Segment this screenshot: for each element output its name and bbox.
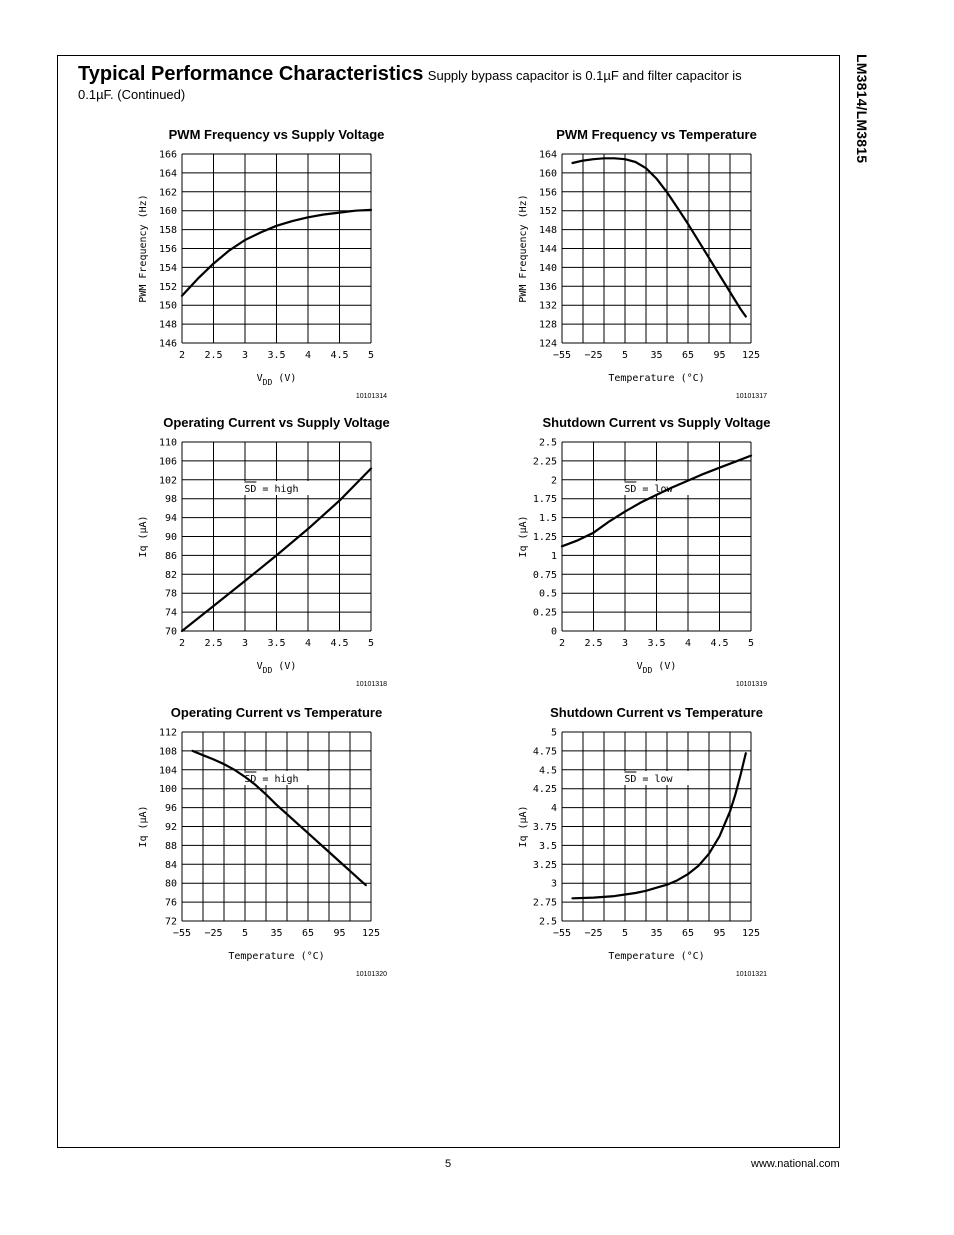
y-tick-label: 2 [550,475,557,487]
x-tick-label: 4.5 [330,350,349,361]
y-tick-label: 4.5 [538,765,557,777]
figure-id: 10101320 [355,971,387,978]
x-tick-label: −25 [584,350,603,361]
x-tick-label: 5 [621,928,629,939]
y-tick-label: 112 [158,727,177,739]
x-axis-label: Temperature (°C) [608,373,705,384]
y-tick-label: 158 [158,225,177,237]
y-tick-label: 148 [538,225,557,237]
y-tick-label: 2.25 [532,456,557,468]
y-tick-label: 90 [164,532,177,543]
x-tick-label: 4.5 [710,638,729,649]
y-tick-label: 74 [164,607,177,619]
x-tick-label: 2.5 [204,350,223,361]
y-tick-label: 70 [164,626,177,638]
y-tick-label: 96 [164,803,177,815]
chart-title: Shutdown Current vs Supply Voltage [542,415,771,430]
chart-grid [182,732,371,921]
section-subtitle-line1: Supply bypass capacitor is 0.1µF and filter capacitor is [427,68,742,83]
y-tick-label: 146 [158,338,177,350]
x-tick-label: 4 [684,638,692,649]
y-tick-label: 100 [158,784,177,796]
x-axis-label-unit: (V) [278,373,297,384]
x-tick-label: 5 [367,350,375,361]
chart-pwm-frequency-vs-supply-voltage [120,120,400,405]
y-tick-label: 102 [158,475,177,487]
y-tick-label: 136 [538,281,557,293]
side-part-number: LM3814/LM3815 [854,54,870,164]
section-title: Typical Performance Characteristics [78,63,424,85]
y-tick-label: 152 [538,206,557,218]
x-tick-label: 125 [361,928,381,939]
y-tick-label: 1.5 [538,513,557,525]
x-tick-label: 35 [650,928,663,939]
chart-operating-current-vs-supply-voltage [120,408,400,693]
y-tick-label: 3.25 [532,859,557,871]
figure-id: 10101318 [355,681,387,688]
x-axis-label-unit: (V) [278,661,297,672]
y-tick-label: 104 [158,765,177,777]
y-tick-label: 0.5 [538,588,557,600]
y-tick-label: 4.75 [532,746,557,758]
y-tick-label: 148 [158,319,177,331]
footer-website: www.national.com [751,1158,840,1170]
x-tick-label: 3.5 [267,350,286,361]
y-axis-label: PWM Frequency (Hz) [518,194,529,303]
x-tick-label: 35 [650,350,663,361]
chart-title: PWM Frequency vs Temperature [556,127,757,142]
chart-title: Operating Current vs Supply Voltage [163,415,390,430]
y-tick-label: 94 [164,513,177,525]
y-tick-label: 76 [164,897,177,909]
x-axis-label: Temperature (°C) [608,951,705,962]
y-tick-label: 84 [164,859,177,871]
y-tick-label: 154 [158,262,177,274]
section-heading [78,64,778,104]
chart-annotation: SD = low [624,484,673,495]
y-tick-label: 78 [164,588,177,600]
y-tick-label: 156 [538,187,557,199]
chart-annotation: SD = high [244,484,299,495]
x-tick-label: −55 [552,928,572,939]
x-tick-label: 35 [270,928,283,939]
chart-grid [562,154,751,343]
y-tick-label: 1.75 [532,494,557,506]
y-tick-label: 4 [550,803,557,815]
y-tick-label: 82 [164,569,177,581]
y-tick-label: 156 [158,244,177,255]
chart-title: Shutdown Current vs Temperature [550,705,763,720]
x-axis-label-main: V [256,373,263,384]
y-tick-label: 140 [538,262,557,274]
y-tick-label: 1 [550,550,557,562]
x-tick-label: 4 [304,638,312,649]
x-tick-label: 125 [741,928,761,939]
y-axis-label: Iq (µA) [518,805,529,848]
x-tick-label: −55 [552,350,572,361]
figure-id: 10101319 [735,681,767,688]
y-tick-label: 5 [550,727,557,739]
y-tick-label: 166 [158,149,177,161]
y-tick-label: 92 [164,822,177,833]
y-tick-label: 144 [538,244,557,255]
y-tick-label: 164 [158,168,177,180]
figure-id: 10101314 [355,393,387,400]
y-tick-label: 3.5 [538,840,557,852]
y-tick-label: 98 [164,494,177,506]
x-tick-label: 3 [241,638,249,649]
x-tick-label: 4 [304,350,312,361]
y-tick-label: 128 [538,319,557,331]
chart-grid [182,442,371,631]
chart-title: PWM Frequency vs Supply Voltage [168,127,385,142]
x-axis-label-subscript: DD [642,666,653,675]
y-axis-label: Iq (µA) [518,515,529,558]
y-tick-label: 3.75 [532,822,557,833]
y-tick-label: 108 [158,746,177,758]
x-axis-label [637,661,677,675]
y-tick-label: 4.25 [532,784,557,796]
chart-operating-current-vs-temperature [120,698,400,983]
y-tick-label: 80 [164,878,177,890]
x-tick-label: 65 [681,928,695,939]
x-tick-label: 95 [333,928,346,939]
x-tick-label: 125 [741,350,761,361]
y-tick-label: 0.25 [532,607,557,619]
x-tick-label: 3.5 [647,638,666,649]
figure-id: 10101317 [735,393,767,400]
x-tick-label: 95 [713,928,726,939]
x-axis-label: Temperature (°C) [228,951,325,962]
chart-grid [182,154,371,343]
chart-annotation: SD = high [244,774,299,785]
x-tick-label: 2 [178,350,186,361]
y-axis-label: PWM Frequency (Hz) [138,194,149,303]
y-tick-label: 2.75 [532,897,557,909]
x-axis-label-main: V [256,661,263,672]
x-tick-label: 65 [301,928,315,939]
y-axis-label: Iq (µA) [138,515,149,558]
x-tick-label: 95 [713,350,726,361]
y-tick-label: 106 [158,456,177,468]
chart-pwm-frequency-vs-temperature [500,120,780,405]
x-tick-label: 65 [681,350,695,361]
chart-grid [562,442,751,631]
y-tick-label: 1.25 [532,532,557,543]
x-tick-label: 2.5 [584,638,603,649]
x-tick-label: 3.5 [267,638,286,649]
y-tick-label: 152 [158,281,177,293]
chart-shutdown-current-vs-temperature [500,698,780,983]
x-tick-label: 5 [367,638,375,649]
x-tick-label: 3 [241,350,249,361]
x-axis-label-main: V [636,661,643,672]
x-axis-label-unit: (V) [658,661,677,672]
y-tick-label: 0 [550,626,557,638]
x-axis-label-subscript: DD [262,378,273,387]
x-tick-label: −55 [172,928,192,939]
y-tick-label: 2.5 [538,437,557,449]
x-axis-label [257,373,297,387]
y-tick-label: 124 [538,338,557,350]
y-tick-label: 110 [158,437,177,449]
x-tick-label: −25 [584,928,603,939]
x-tick-label: 5 [621,350,629,361]
section-subtitle-line2: 0.1µF. (Continued) [78,87,186,102]
chart-shutdown-current-vs-supply-voltage [500,408,780,693]
y-tick-label: 86 [164,550,177,562]
figure-id: 10101321 [735,971,767,978]
y-tick-label: 0.75 [532,569,557,581]
chart-annotation: SD = low [624,774,673,785]
y-tick-label: 162 [158,187,177,199]
y-axis-label: Iq (µA) [138,805,149,848]
y-tick-label: 160 [538,168,557,180]
y-tick-label: 164 [538,149,557,161]
x-axis-label-subscript: DD [262,666,273,675]
page-number: 5 [445,1158,452,1170]
series-line [573,158,746,316]
y-tick-label: 3 [550,878,557,890]
x-tick-label: 4.5 [330,638,349,649]
y-tick-label: 160 [158,206,177,218]
y-tick-label: 2.5 [538,916,557,928]
x-tick-label: 2.5 [204,638,223,649]
y-tick-label: 72 [164,916,177,928]
x-tick-label: 2 [558,638,566,649]
x-tick-label: 3 [621,638,629,649]
x-tick-label: 2 [178,638,186,649]
x-tick-label: 5 [747,638,755,649]
x-tick-label: −25 [204,928,223,939]
y-tick-label: 88 [164,840,177,852]
x-tick-label: 5 [241,928,249,939]
y-tick-label: 150 [158,300,177,312]
x-axis-label [257,661,297,675]
y-tick-label: 132 [538,300,557,312]
chart-title: Operating Current vs Temperature [170,705,383,720]
